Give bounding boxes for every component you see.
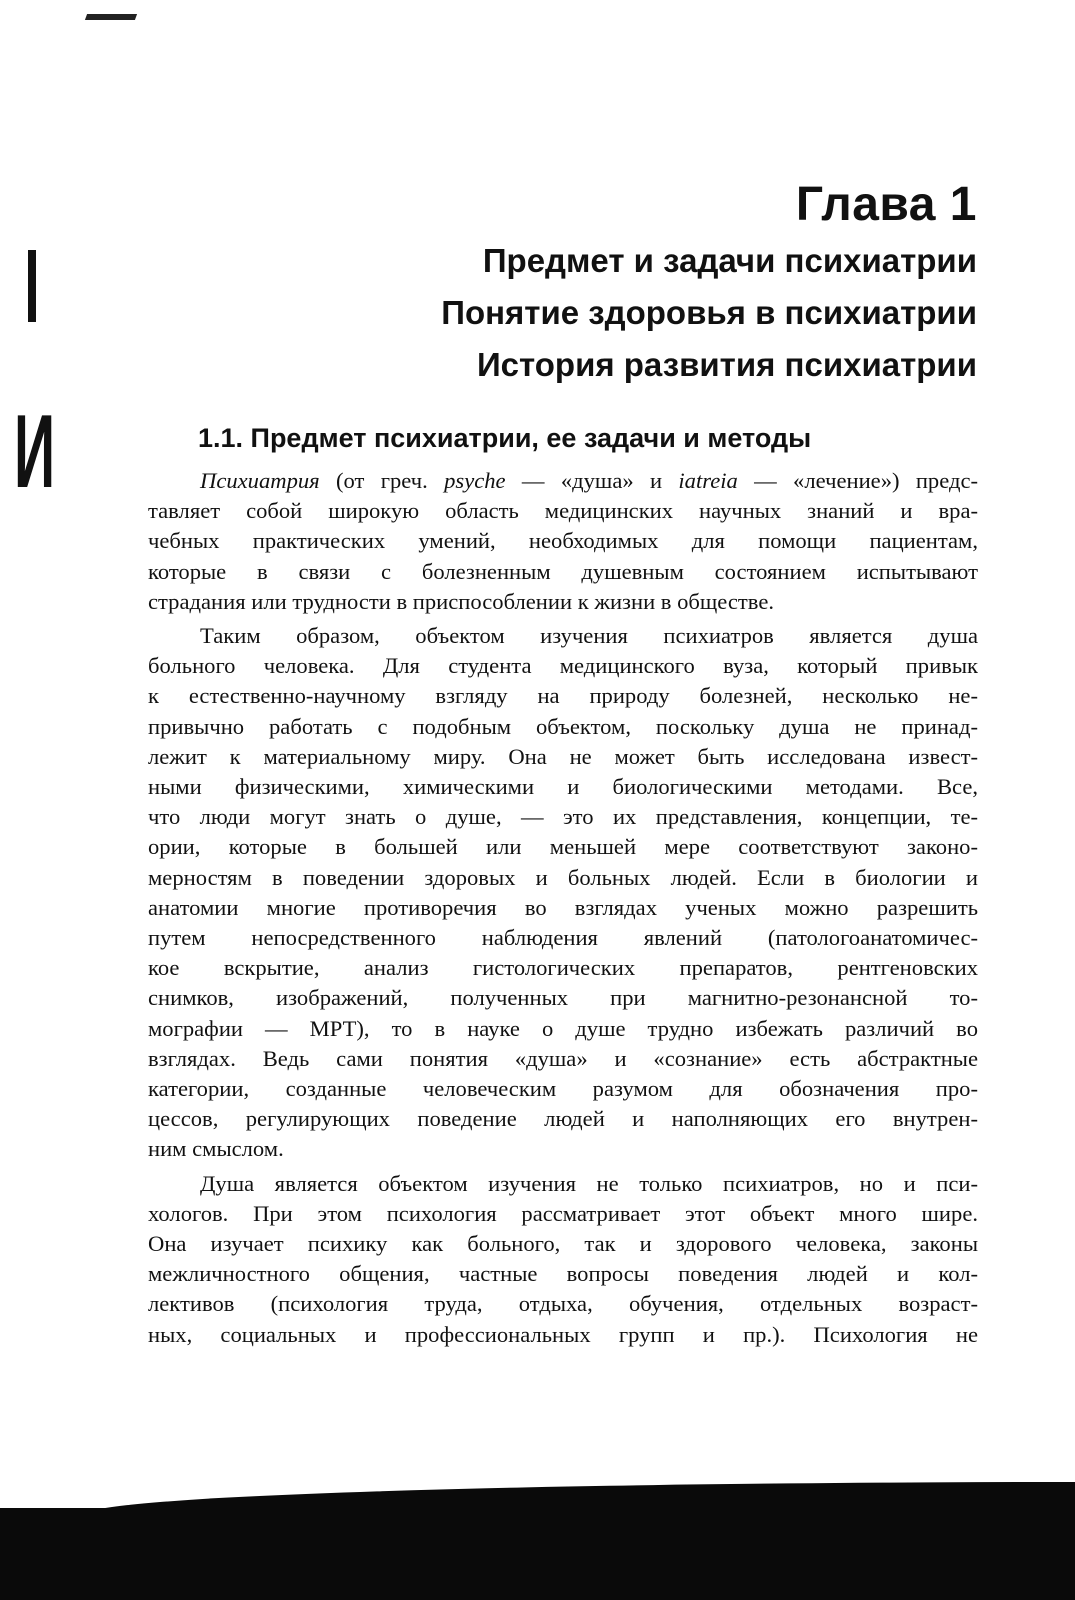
text-line: кое вскрытие, анализ гистологических препаратов, рентгеновских — [148, 955, 978, 981]
text-line: хологов. При этом психология рассматривает этот объект много шире. — [148, 1200, 978, 1226]
text-line: мерностям в поведении здоровых и больных людей. Если в биологии и — [148, 864, 978, 890]
text-line: ним смыслом. — [148, 1136, 284, 1162]
text-line: тавляет собой широкую область медицинских научных знаний и вра- — [148, 498, 978, 524]
text-line: взглядах. Ведь сами понятия «душа» и «сознание» есть абстрактные — [148, 1045, 978, 1071]
text-line: Таким образом, объектом изучения психиатров является душа — [200, 623, 978, 649]
text-line: снимков, изображений, полученных при магнитно-резонансной то- — [148, 985, 978, 1011]
page-edge-bar — [28, 250, 36, 322]
text-line: категории, созданные человеческим разумом для обозначения про- — [148, 1076, 978, 1102]
chapter-heading — [441, 175, 977, 391]
text-line: мографии — МРТ), то в науке о душе трудно избежать различий во — [148, 1015, 978, 1041]
paragraph-3 — [148, 1169, 978, 1350]
scan-artifact-top — [85, 14, 137, 20]
text-line: путем непосредственного наблюдения явлений (патологоанатомичес- — [148, 925, 978, 951]
chapter-subtitle-2: Понятие здоровья в психиатрии — [441, 294, 977, 331]
text-line: чебных практических умений, необходимых для помощи пациентам, — [148, 528, 978, 554]
text-line: цессов, регулирующих поведение людей и наполняющих его внутрен- — [148, 1106, 978, 1132]
scan-shadow-band — [0, 1508, 1075, 1600]
paragraph-1 — [148, 466, 978, 617]
text-line: Душа является объектом изучения не только психиатров, но и пси- — [200, 1170, 978, 1196]
text-line: Она изучает психику как больного, так и здорового человека, законы — [148, 1231, 978, 1257]
text-line: которые в связи с болезненным душевным состоянием испытывают — [148, 558, 978, 584]
text-line: к естественно-научному взгляду на природу болезней, несколько не- — [148, 683, 978, 709]
text-line: межличностного общения, частные вопросы поведения людей и кол- — [148, 1261, 978, 1287]
text-line: больного человека. Для студента медицинского вуза, который привык — [148, 653, 978, 679]
paragraph-2 — [148, 621, 978, 1165]
text-line: ории, которые в большей или меньшей мере соответствуют законо- — [148, 834, 978, 860]
chapter-subtitle-1: Предмет и задачи психиатрии — [482, 242, 977, 279]
text-line: страдания или трудности в приспособлении к жизни в обществе. — [148, 588, 775, 614]
edge-letter: И — [14, 394, 56, 510]
text-line: анатомии многие противоречия во взглядах ученых можно разрешить — [148, 894, 978, 920]
text-line: привычно работать с подобным объектом, поскольку душа не принад- — [148, 713, 978, 739]
text-line: ных, социальных и профессиональных групп и пр.). Психология не — [148, 1321, 978, 1347]
chapter-subtitle-3: История развития психиатрии — [476, 346, 977, 383]
section-title: 1.1. Предмет психиатрии, ее задачи и методы — [198, 423, 812, 453]
text-line: ными физическими, химическими и биологическими методами. Все, — [148, 774, 978, 800]
text-line: лективов (психология труда, отдыха, обучения, отдельных возраст- — [148, 1291, 978, 1317]
text-line: что люди могут знать о душе, — это их представления, концепции, те- — [148, 804, 978, 830]
chapter-title: Глава 1 — [795, 178, 977, 231]
text-line: лежит к материальному миру. Она не может быть исследована извест- — [148, 743, 978, 769]
body-text — [148, 466, 978, 1350]
text-line: Психиатрия (от греч. psyche — «душа» и iatreia — «лечение») предс- — [200, 468, 979, 493]
term-psychiatry: Психиатрия — [200, 468, 320, 493]
